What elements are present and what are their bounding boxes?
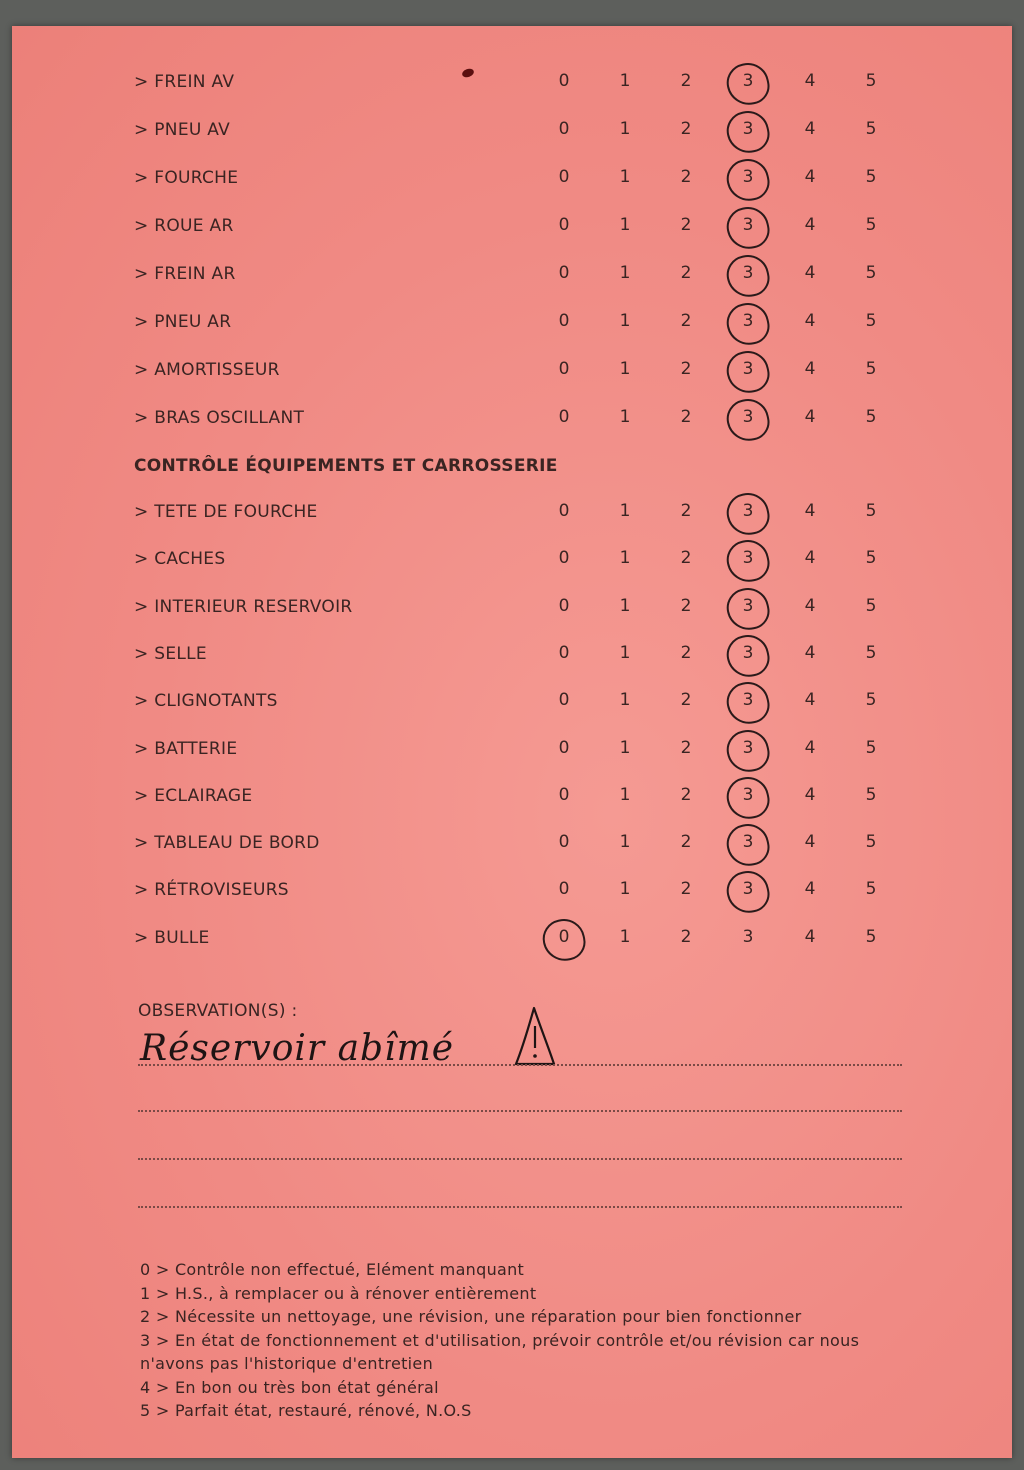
score-option: 5 [865, 501, 877, 521]
legend-item: 0 > Contrôle non effectué, Elément manquant [140, 1260, 525, 1279]
legend-item: 1 > H.S., à remplacer ou à rénover entièrement [140, 1283, 537, 1303]
inspection-row [12, 404, 1012, 434]
row-label: > AMORTISSEUR [134, 360, 280, 380]
row-label: > PNEU AV [134, 120, 231, 140]
score-circled: 3 [733, 263, 763, 283]
inspection-row [12, 164, 1012, 194]
score-circled: 0 [549, 927, 579, 947]
score-option: 0 [558, 119, 570, 139]
score-option: 5 [865, 785, 877, 805]
section-title: CONTRÔLE ÉQUIPEMENTS ET CARROSSERIE [134, 456, 558, 476]
observation-line [138, 1110, 902, 1112]
row-label: > FOURCHE [134, 168, 239, 188]
score-option: 0 [558, 832, 570, 852]
score-option: 1 [619, 927, 631, 947]
score-option: 2 [680, 785, 692, 805]
score-option: 1 [619, 501, 631, 521]
score-circled: 3 [733, 879, 763, 899]
score-option: 0 [558, 738, 570, 758]
score-option: 5 [865, 690, 877, 710]
score-option: 1 [619, 690, 631, 710]
legend [140, 1258, 900, 1423]
score-option: 1 [619, 263, 631, 283]
observation-line [138, 1064, 902, 1066]
score-option: 4 [804, 927, 816, 947]
score-circled: 3 [733, 690, 763, 710]
score-circled: 3 [733, 738, 763, 758]
row-label: > PNEU AR [134, 312, 232, 332]
score-option: 0 [558, 215, 570, 235]
row-label: > INTERIEUR RESERVOIR [134, 597, 353, 617]
inspection-row [12, 212, 1012, 242]
score-option: 2 [680, 738, 692, 758]
score-option: 4 [804, 215, 816, 235]
score-option: 2 [680, 215, 692, 235]
observations-label: OBSERVATION(S) : [138, 1001, 298, 1021]
score-option: 1 [619, 215, 631, 235]
score-option: 0 [558, 643, 570, 663]
score-circled: 3 [733, 501, 763, 521]
score-option: 0 [558, 311, 570, 331]
row-label: > FREIN AR [134, 264, 236, 284]
score-option: 2 [680, 71, 692, 91]
score-option: 1 [619, 785, 631, 805]
score-option: 2 [680, 690, 692, 710]
legend-item: 4 > En bon ou très bon état général [140, 1377, 439, 1397]
score-option: 0 [558, 407, 570, 427]
legend-item: 5 > Parfait état, restauré, rénové, N.O.S [140, 1401, 472, 1420]
score-option: 5 [865, 879, 877, 899]
score-option: 1 [619, 738, 631, 758]
score-option: 4 [804, 596, 816, 616]
inspection-row [12, 924, 1012, 954]
inspection-row [12, 640, 1012, 670]
score-option: 1 [619, 643, 631, 663]
inspection-row [12, 68, 1012, 98]
score-option: 4 [804, 785, 816, 805]
inspection-row [12, 876, 1012, 906]
legend-item: n'avons pas l'historique d'entretien [140, 1354, 434, 1373]
legend-item: 3 > En état de fonctionnement et d'utilisation, prévoir contrôle et/ou révision car nous [140, 1330, 860, 1350]
inspection-row [12, 116, 1012, 146]
row-label: > BRAS OSCILLANT [134, 408, 305, 428]
row-label: > BATTERIE [134, 739, 238, 759]
score-option: 1 [619, 359, 631, 379]
score-option: 4 [804, 879, 816, 899]
score-option: 1 [619, 879, 631, 899]
score-circled: 3 [733, 785, 763, 805]
score-option: 4 [804, 643, 816, 663]
inspection-row [12, 308, 1012, 338]
row-label: > TETE DE FOURCHE [134, 502, 318, 522]
observation-line [138, 1158, 902, 1160]
score-option: 1 [619, 167, 631, 187]
score-option: 5 [865, 215, 877, 235]
inspection-row [12, 545, 1012, 575]
score-circled: 3 [733, 407, 763, 427]
score-circled: 3 [733, 832, 763, 852]
score-option: 1 [619, 832, 631, 852]
score-option: 2 [680, 501, 692, 521]
score-option: 0 [558, 167, 570, 187]
score-circled: 3 [733, 359, 763, 379]
score-option: 2 [680, 407, 692, 427]
inspection-sheet [12, 26, 1012, 1458]
score-option: 2 [680, 879, 692, 899]
row-label: > CACHES [134, 549, 226, 569]
score-option: 4 [804, 738, 816, 758]
score-option: 0 [558, 879, 570, 899]
score-option: 0 [558, 596, 570, 616]
row-label: > RÉTROVISEURS [134, 880, 289, 900]
score-option: 4 [804, 832, 816, 852]
row-label: > BULLE [134, 928, 210, 948]
score-option: 2 [680, 311, 692, 331]
legend-item: 2 > Nécessite un nettoyage, une révision, une réparation pour bien fonctionner [140, 1307, 802, 1326]
score-option: 2 [680, 263, 692, 283]
score-option: 5 [865, 548, 877, 568]
inspection-row [12, 593, 1012, 623]
row-label: > FREIN AV [134, 72, 235, 92]
score-option: 5 [865, 738, 877, 758]
inspection-row [12, 782, 1012, 812]
inspection-row [12, 498, 1012, 528]
score-option: 2 [680, 832, 692, 852]
inspection-row [12, 735, 1012, 765]
score-option: 0 [558, 263, 570, 283]
score-option: 5 [865, 407, 877, 427]
score-circled: 3 [733, 311, 763, 331]
score-option: 0 [558, 785, 570, 805]
inspection-row [12, 687, 1012, 717]
score-option: 1 [619, 119, 631, 139]
row-label: > ROUE AR [134, 216, 234, 236]
score-circled: 3 [733, 215, 763, 235]
inspection-row [12, 356, 1012, 386]
score-option: 2 [680, 927, 692, 947]
score-option: 2 [680, 119, 692, 139]
score-option: 4 [804, 119, 816, 139]
score-option: 5 [865, 643, 877, 663]
score-option: 5 [865, 71, 877, 91]
score-option: 1 [619, 596, 631, 616]
observations-handwritten-note: Réservoir abîmé [140, 1028, 455, 1069]
score-option: 2 [680, 548, 692, 568]
score-option: 4 [804, 359, 816, 379]
row-label: > CLIGNOTANTS [134, 691, 278, 711]
warning-triangle-icon [510, 1004, 558, 1070]
score-option: 4 [804, 548, 816, 568]
score-option: 1 [619, 311, 631, 331]
score-option: 4 [804, 71, 816, 91]
score-option: 2 [680, 167, 692, 187]
score-option: 1 [619, 71, 631, 91]
score-option: 4 [804, 167, 816, 187]
score-circled: 3 [733, 167, 763, 187]
score-option: 1 [619, 548, 631, 568]
row-label: > SELLE [134, 644, 207, 664]
score-circled: 3 [733, 548, 763, 568]
row-label: > TABLEAU DE BORD [134, 833, 320, 853]
score-circled: 3 [733, 643, 763, 663]
score-option: 5 [865, 359, 877, 379]
score-option: 2 [680, 643, 692, 663]
score-circled: 3 [733, 119, 763, 139]
score-option: 1 [619, 407, 631, 427]
score-option: 0 [558, 690, 570, 710]
score-option: 0 [558, 359, 570, 379]
score-option: 3 [742, 927, 754, 947]
score-option: 4 [804, 263, 816, 283]
score-option: 5 [865, 927, 877, 947]
score-option: 4 [804, 407, 816, 427]
score-circled: 3 [733, 596, 763, 616]
score-option: 5 [865, 263, 877, 283]
score-circled: 3 [733, 71, 763, 91]
score-option: 5 [865, 311, 877, 331]
inspection-row [12, 829, 1012, 859]
observation-line [138, 1206, 902, 1208]
inspection-row [12, 260, 1012, 290]
score-option: 2 [680, 359, 692, 379]
score-option: 5 [865, 832, 877, 852]
score-option: 0 [558, 501, 570, 521]
score-option: 4 [804, 311, 816, 331]
score-option: 4 [804, 690, 816, 710]
score-option: 2 [680, 596, 692, 616]
score-option: 0 [558, 71, 570, 91]
score-option: 5 [865, 167, 877, 187]
score-option: 5 [865, 596, 877, 616]
score-option: 0 [558, 548, 570, 568]
score-option: 4 [804, 501, 816, 521]
row-label: > ECLAIRAGE [134, 786, 253, 806]
score-option: 5 [865, 119, 877, 139]
